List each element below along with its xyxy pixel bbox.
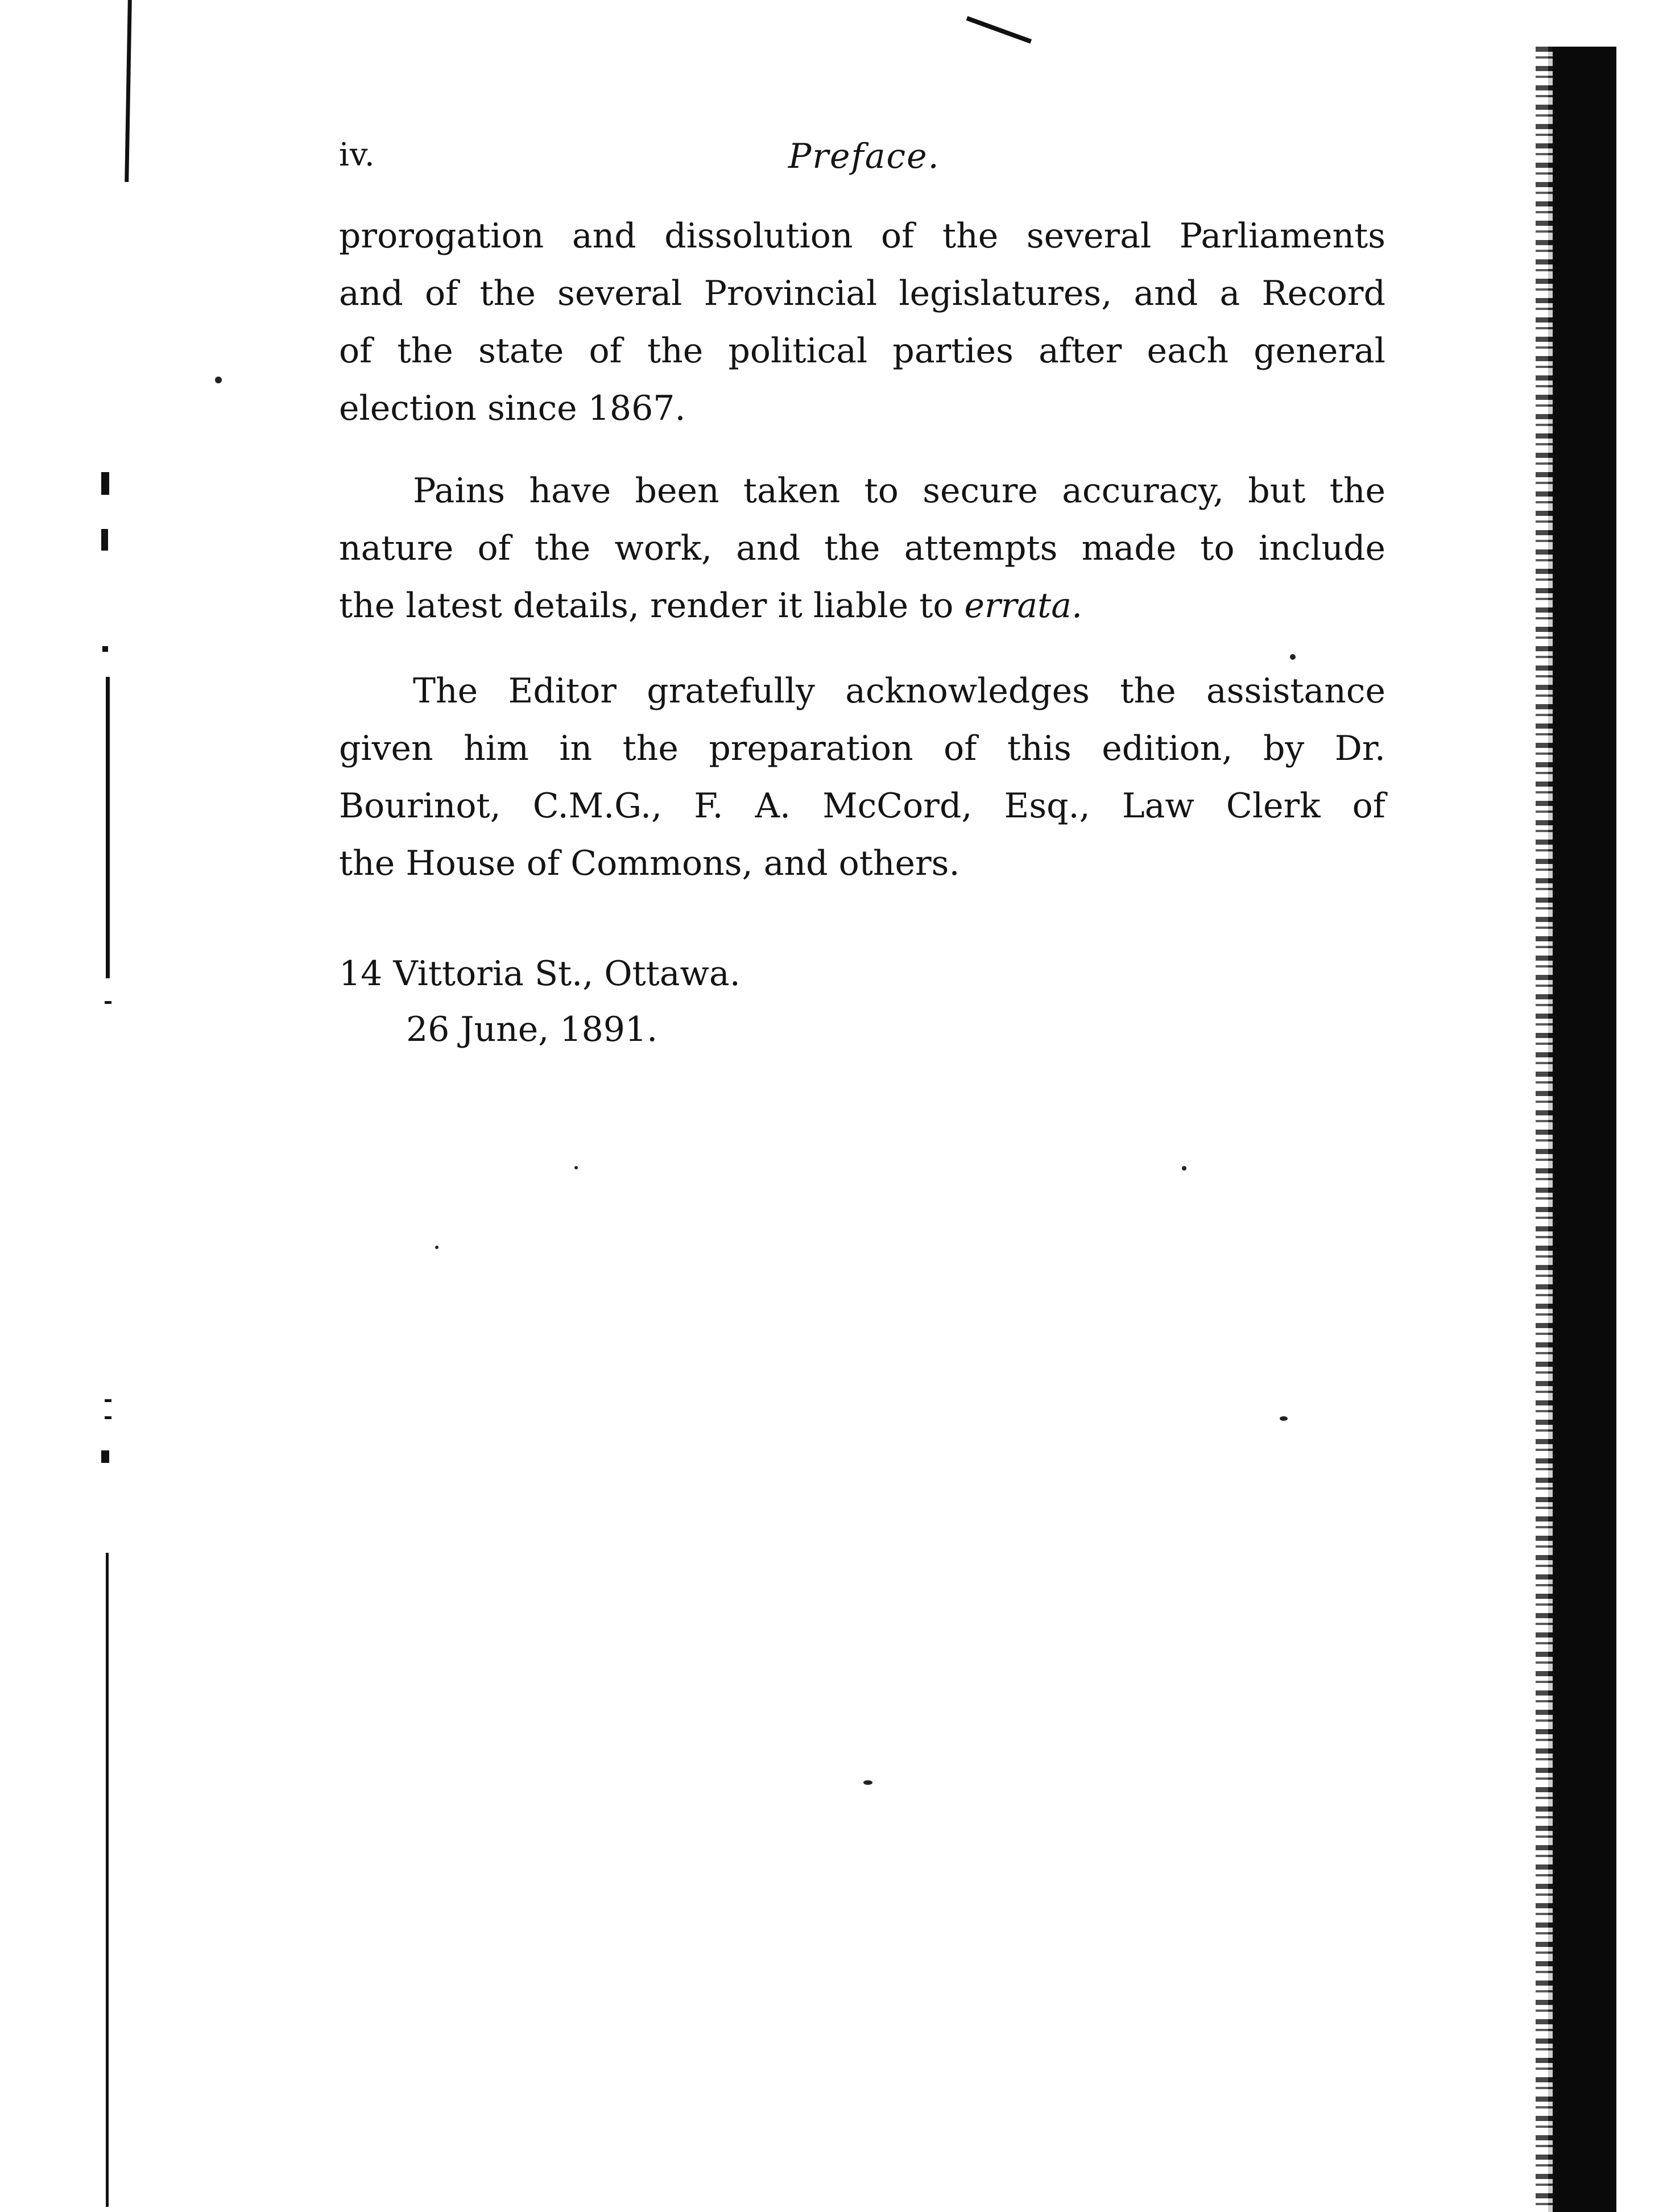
paragraph-line: given him in the preparation of this edition, by Dr. bbox=[339, 729, 1385, 768]
scan-speck bbox=[863, 1780, 872, 1785]
paragraph-1 bbox=[339, 208, 1385, 437]
pen-stroke bbox=[966, 16, 1032, 44]
binding-mark bbox=[105, 1416, 111, 1419]
page-number: iv. bbox=[339, 137, 375, 173]
signature-block bbox=[339, 946, 741, 1057]
paragraph-3 bbox=[339, 663, 1385, 892]
binding-mark bbox=[125, 0, 132, 182]
binding-mark bbox=[106, 677, 110, 978]
italic-word: errata. bbox=[964, 586, 1083, 626]
binding-mark bbox=[101, 529, 108, 551]
paragraph-line: and of the several Provincial legislatures, and a Record bbox=[339, 274, 1385, 313]
scan-edge-shadow bbox=[1548, 47, 1616, 2212]
scan-speck bbox=[1290, 654, 1296, 660]
scan-speck bbox=[435, 1246, 439, 1249]
paragraph-line: prorogation and dissolution of the several Parliaments bbox=[339, 216, 1385, 256]
paragraph-line: Pains have been taken to secure accuracy, but the bbox=[413, 471, 1385, 511]
scan-speck bbox=[215, 377, 222, 383]
paragraph-line: election since 1867. bbox=[339, 388, 686, 428]
scan-speck bbox=[1182, 1166, 1186, 1171]
binding-mark bbox=[105, 1001, 111, 1004]
scan-speck bbox=[1280, 1416, 1288, 1421]
paragraph-line: nature of the work, and the attempts made to include bbox=[339, 528, 1385, 568]
running-title: Preface. bbox=[788, 137, 940, 176]
paragraph-2 bbox=[339, 462, 1385, 635]
page-header bbox=[339, 137, 1391, 188]
binding-mark bbox=[105, 1399, 111, 1402]
paragraph-line bbox=[339, 577, 1385, 635]
scan-edge-ragged bbox=[1536, 47, 1553, 2212]
binding-mark bbox=[102, 646, 108, 652]
paragraph-line: Bourinot, C.M.G., F. A. McCord, Esq., Law Clerk of bbox=[339, 786, 1385, 826]
signature-address: 14 Vittoria St., Ottawa. bbox=[339, 954, 741, 994]
binding-mark bbox=[101, 1450, 109, 1463]
signature-date: 26 June, 1891. bbox=[406, 1010, 658, 1049]
scan-speck bbox=[574, 1166, 578, 1169]
paragraph-line-text: the latest details, render it liable to bbox=[339, 586, 965, 626]
paragraph-line: of the state of the political parties after each general bbox=[339, 331, 1385, 371]
paragraph-line: The Editor gratefully acknowledges the assistance bbox=[413, 671, 1385, 711]
binding-mark bbox=[101, 472, 109, 495]
binding-mark bbox=[106, 1553, 109, 2207]
paragraph-line: the House of Commons, and others. bbox=[339, 844, 960, 883]
